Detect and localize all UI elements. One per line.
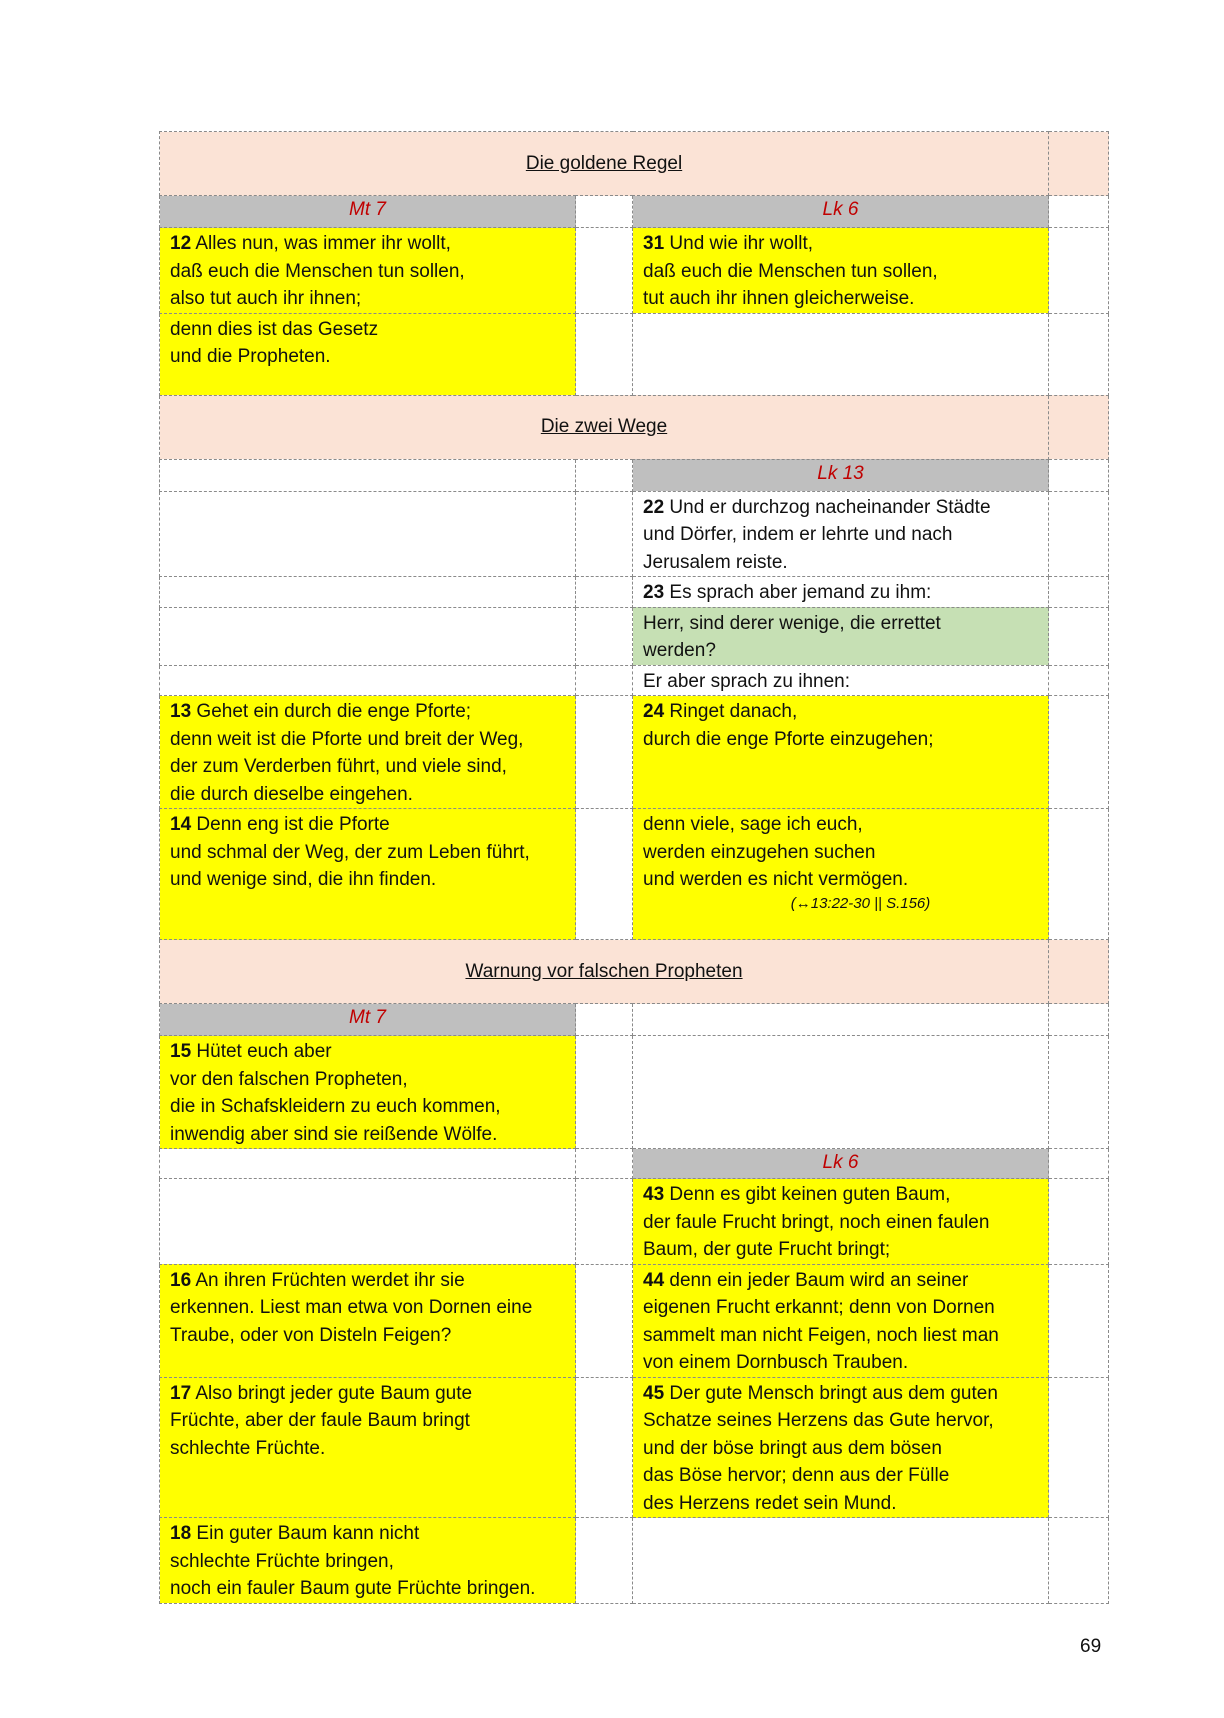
verse-cell: 31 Und wie ihr wollt, daß euch die Menschen tun sollen, tut auch ihr ihnen gleicherweise. [633, 228, 1049, 314]
reference-header: Mt 7 [160, 1004, 576, 1036]
verse-cell: 15 Hütet euch aber vor den falschen Propheten, die in Schafskleidern zu euch kommen, inwendig aber sind sie reißende Wölfe. [160, 1036, 576, 1149]
synopsis-table [159, 131, 1109, 1604]
reference-header: Lk 6 [633, 196, 1049, 228]
cross-reference-note: (↔13:22-30 || S.156) [790, 894, 931, 912]
verse-cell: Er aber sprach zu ihnen: [633, 665, 1049, 696]
question-cell: Herr, sind derer wenige, die errettet werden? [633, 607, 1049, 665]
verse-cell: 12 Alles nun, was immer ihr wollt, daß euch die Menschen tun sollen, also tut auch ihr ihnen; [160, 228, 576, 314]
section-title: Die goldene Regel [160, 132, 1049, 196]
verse-cell: 14 Denn eng ist die Pforte und schmal der Weg, der zum Leben führt, und wenige sind, die ihn finden. [160, 809, 576, 940]
verse-cell: denn dies ist das Gesetz und die Propheten. [160, 313, 576, 395]
reference-header: Lk 13 [633, 459, 1049, 491]
reference-header: Mt 7 [160, 196, 576, 228]
verse-cell: 16 An ihren Früchten werdet ihr sie erkennen. Liest man etwa von Dornen eine Traube, oder von Disteln Feigen? [160, 1264, 576, 1377]
verse-cell: 18 Ein guter Baum kann nicht schlechte Früchte bringen, noch ein fauler Baum gute Früchte bringen. [160, 1518, 576, 1604]
section-title: Warnung vor falschen Propheten [160, 940, 1049, 1004]
section-title: Die zwei Wege [160, 395, 1049, 459]
verse-cell: 24 Ringet danach, durch die enge Pforte einzugehen; [633, 696, 1049, 809]
verse-cell: 13 Gehet ein durch die enge Pforte; denn weit ist die Pforte und breit der Weg, der zum Verderben führt, und viele sind, die durch dieselbe eingehen. [160, 696, 576, 809]
verse-cell: 45 Der gute Mensch bringt aus dem guten Schatze seines Herzens das Gute hervor, und der böse bringt aus dem bösen das Böse hervor; denn aus der Fülle des Herzens redet sein Mund. [633, 1377, 1049, 1518]
verse-cell: 43 Denn es gibt keinen guten Baum, der faule Frucht bringt, noch einen faulen Baum, der gute Frucht bringt; [633, 1179, 1049, 1265]
verse-cell: 44 denn ein jeder Baum wird an seiner eigenen Frucht erkannt; denn von Dornen sammelt man nicht Feigen, noch liest man von einem Dornbusch Trauben. [633, 1264, 1049, 1377]
reference-header: Lk 6 [633, 1149, 1049, 1179]
verse-cell: 22 Und er durchzog nacheinander Städte und Dörfer, indem er lehrte und nach Jerusalem reiste. [633, 491, 1049, 577]
page-number: 69 [1080, 1636, 1102, 1657]
verse-cell: denn viele, sage ich euch, werden einzugehen suchen und werden es nicht vermögen. (↔13:22-30 || S.156) [633, 809, 1049, 940]
verse-cell: 17 Also bringt jeder gute Baum gute Früchte, aber der faule Baum bringt schlechte Früchte. [160, 1377, 576, 1518]
verse-cell: 23 Es sprach aber jemand zu ihm: [633, 577, 1049, 608]
